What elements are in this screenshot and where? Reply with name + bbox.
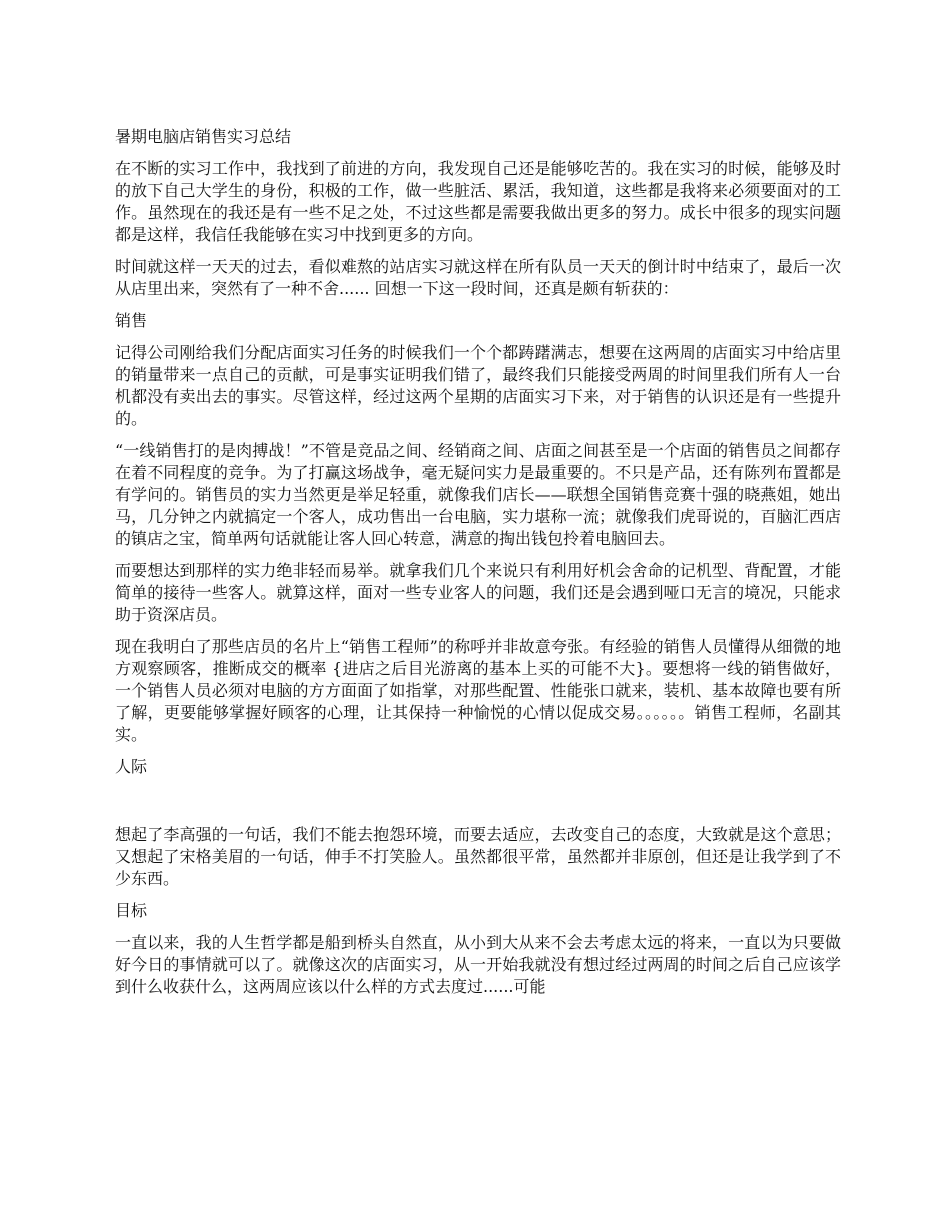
section-heading-sales: 销售 <box>115 311 148 330</box>
sales-paragraph-1: 记得公司刚给我们分配店面实习任务的时候我们一个个都踌躇满志，想要在这两周的店面实习中给店里的销量带来一点自己的贡献，可是事实证明我们错了，最终我们只能接受两周的时间里我们所有人一台机都没有卖出去的事实。尽管这样，经过这两个星期的店面实习下来，对于销售的认识还是有一些提升的。 <box>115 343 841 428</box>
document-page <box>115 126 841 1008</box>
goal-paragraph-1: 一直以来，我的人生哲学都是船到桥头自然直，从小到大从来不会去考虑太远的将来，一直以为只要做好今日的事情就可以了。就像这次的店面实习，从一开始我就没有想过经过两周的时间之后自己应该学到什么收获什么，这两周应该以什么样的方式去度过......可能 <box>115 933 841 996</box>
blank-spacer <box>115 788 841 824</box>
sales-paragraph-4: 现在我明白了那些店员的名片上“销售工程师”的称呼并非故意夸张。有经验的销售人员懂得从细微的地方观察顾客，推断成交的概率 {进店之后目光游离的基本上买的可能不大}。要想将一线的销售做好，一个销售人员必须对电脑的方方面面了如指掌，对那些配置、性能张口就来，装机、基本故障也要有所了解，更要能够掌握好顾客的心理，让其保持一种愉悦的心情以促成交易。。。。。。销售工程师，名副其实。 <box>115 637 841 744</box>
intro-paragraph-1: 在不断的实习工作中，我找到了前进的方向，我发现自己还是能够吃苦的。我在实习的时候，能够及时的放下自己大学生的身份，积极的工作，做一些脏活、累活，我知道，这些都是我将来必须要面对的工作。虽然现在的我还是有一些不足之处，不过这些都是需要我做出更多的努力。成长中很多的现实问题都是这样，我信任我能够在实习中找到更多的方向。 <box>115 159 841 244</box>
document-title: 暑期电脑店销售实习总结 <box>115 127 292 146</box>
sales-paragraph-2: “一线销售打的是肉搏战！”不管是竞品之间、经销商之间、店面之间甚至是一个店面的销售员之间都存在着不同程度的竞争。为了打赢这场战争，毫无疑问实力是最重要的。不只是产品，还有陈列布置都是有学问的。销售员的实力当然更是举足轻重，就像我们店长——联想全国销售竞赛十强的晓燕姐，她出马，几分钟之内就搞定一个客人，成功售出一台电脑，实力堪称一流；就像我们虎哥说的，百脑汇西店的镇店之宝，简单两句话就能让客人回心转意，满意的掏出钱包拎着电脑回去。 <box>115 441 841 548</box>
intro-paragraph-2: 时间就这样一天天的过去，看似难熬的站店实习就这样在所有队员一天天的倒计时中结束了，最后一次从店里出来，突然有了一种不舍...... 回想一下这一段时间，还真是颇有斩获的： <box>115 257 841 298</box>
section-heading-people: 人际 <box>115 757 148 776</box>
sales-paragraph-3: 而要想达到那样的实力绝非轻而易举。就拿我们几个来说只有利用好机会舍命的记机型、背配置，才能简单的接待一些客人。就算这样，面对一些专业客人的问题，我们还是会遇到哑口无言的境况，只能求助于资深店员。 <box>115 561 841 624</box>
people-paragraph-1: 想起了李高强的一句话，我们不能去抱怨环境，而要去适应，去改变自己的态度，大致就是这个意思；又想起了宋格美眉的一句话，伸手不打笑脸人。虽然都很平常，虽然都并非原创，但还是让我学到了不少东西。 <box>115 825 841 888</box>
section-heading-goal: 目标 <box>115 901 148 920</box>
